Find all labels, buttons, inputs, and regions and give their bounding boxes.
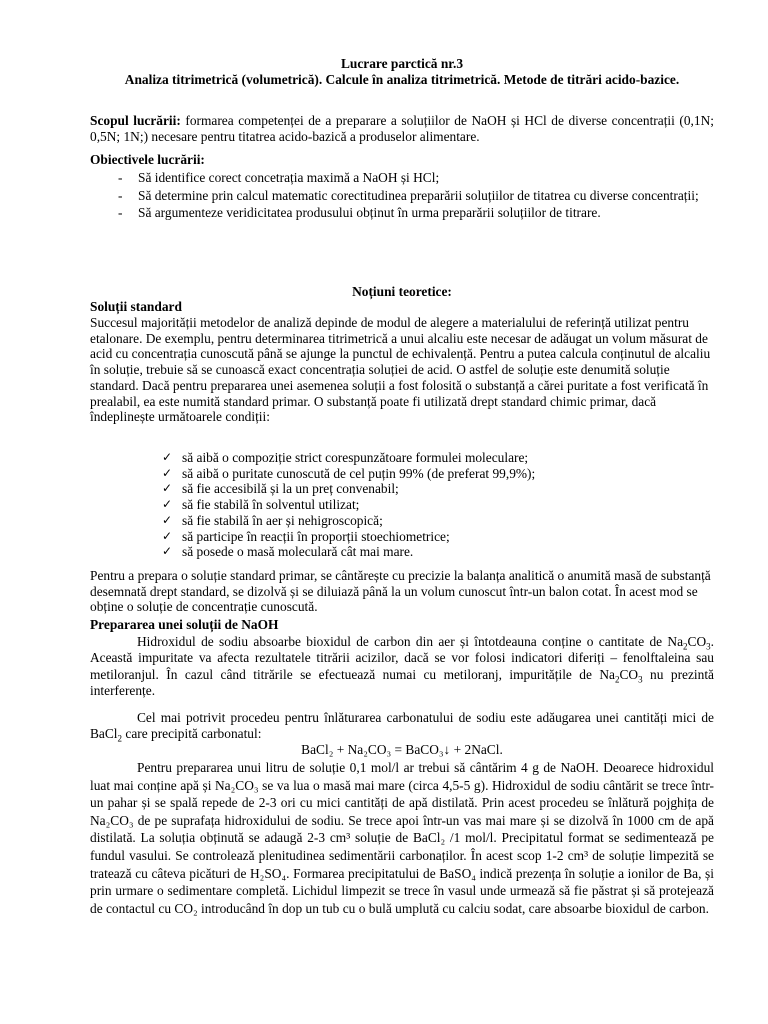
list-item: ✓ să aibă o compoziție strict corespunzătoare formulei moleculare; <box>162 450 714 466</box>
naoh-paragraph-3: Pentru prepararea unui litru de soluție 0,1 mol/l ar trebui să cântărim 4 g de NaOH. Deoarece hidroxidul luat mai conține apă și Na₂CO₃ se va lua o masă mai mare (circa 4,5-5 g). Hidroxidul de sodiu cântărit se trece într-un pahar și se spală repede de 2-3 ori cu mici cantități de apă distilată. Prin acest procedeu se înlătură pojghița de Na₂CO₃ de pe suprafața hidroxidului de sodiu. Se trece apoi într-un vas mai mare și se dizolvă în 1000 cm de apă distilată. La soluția obținută se adaugă 2-3 cm³ soluție de BaCl₂ /1 mol/l. Precipitatul format se sedimentează pe fundul vasului. Se controlează plenitudinea sedimentării carbonaților. În acest scop 1-2 cm³ de soluție limpezită se tratează cu câteva picături de H₂SO₄. Formarea precipitatului de BaSO₄ indică prezența în soluție a ionilor de Ba, și prin urmare o sedimentare completă. Lichidul limpezit se trece în vasul unde urmează să fie păstrat și să protejează de contactul cu CO₂ introducând în dop un tub cu o bulă umplută cu calciu sodat, care absoarbe bioxidul de carbon. <box>90 760 714 916</box>
objectives-list <box>118 170 714 221</box>
list-item: ✓ să fie accesibilă și la un preț convenabil; <box>162 481 714 497</box>
standard-solutions-heading: Soluții standard <box>90 299 182 314</box>
scope-text: formarea competenței de a preparare a soluțiilor de NaOH și HCl de diverse concentrații (0,1N; 0,5N; 1N;) necesare pentru titatrea acido-bazică a produselor alimentare. <box>90 113 714 144</box>
naoh-paragraph-2: Cel mai potrivit procedeu pentru înlăturarea carbonatului de sodiu este adăugarea unei cantități mici de BaCl$_2$ care precipită carbonatul: <box>90 710 714 744</box>
objectives-title: Obiectivele lucrării: <box>90 152 205 167</box>
page-title: Lucrare parctică nr.3 <box>340 56 464 71</box>
standard-solutions-paragraph: Succesul majorității metodelor de analiză depinde de modul de alegere a materialului de referință utilizat pentru etalonare. De exemplu, pentru determinarea titrimetrică a unui alcaliu este necesar de adăugat un volum măsurat de acid cu concentrația cunoscută până se ajunge la punctul de echivalență. Pentru a putea calcula conținutul de alcaliu în soluție, trebuie să se cunoască exact concentrația soluției de acid. O astfel de soluție este denumită soluție standard. Dacă pentru prepararea unei asemenea soluții a fost folosită o substanță a cărei puritate a fost verificată în prealabil, ea este numită standard primar. O substanță poate fi utilizată drept standard chimic primar, dacă îndeplinește următoarele condiții: <box>90 315 711 425</box>
naoh-heading: Prepararea unei soluții de NaOH <box>90 617 279 632</box>
list-item: - Să determine prin calcul matematic corectitudinea preparării soluțiilor de titatrea cu diverse concentrații; <box>118 188 714 204</box>
list-item: ✓ să fie stabilă în solventul utilizat; <box>162 497 714 513</box>
reaction-equation: BaCl₂ + Na₂CO₃ = BaCO₃↓ + 2NaCl. <box>301 742 503 757</box>
list-item: - Să argumenteze veridicitatea produsului obținut în urma preparării soluțiilor de titrare. <box>118 205 714 221</box>
list-item: ✓ să fie stabilă în aer și nehigroscopică; <box>162 513 714 529</box>
scope-paragraph <box>90 113 714 144</box>
naoh-paragraph-1: Hidroxidul de sodiu absoarbe bioxidul de carbon din aer și întotdeauna conține o cantitate de $Na_2CO_3$. Această impuritate va afecta rezultatele titrării acizilor, dacă se vor folosi indicatori diferiți – fenolftaleina sau metiloranjul. În cazul când titrările se efectuează numai cu metiloranj, impuritățile de $Na_2CO_3$ nu prezintă interferențe. <box>90 634 714 698</box>
list-item: ✓ să participe în reacții în proporții stoechiometrice; <box>162 529 714 545</box>
page-subtitle: Analiza titrimetrică (volumetrică). Calcule în analiza titrimetrică. Metode de titrări acido-bazice. <box>124 72 680 87</box>
list-item: - Să identifice corect concetrația maximă a NaOH și HCl; <box>118 170 714 186</box>
scope-label: Scopul lucrării: <box>90 113 181 128</box>
theory-title: Noțiuni teoretice: <box>352 284 452 299</box>
standard-solutions-paragraph-2: Pentru a prepara o soluție standard primar, se cântărește cu precizie la balanța analitică o anumită masă de substanță desemnată drept standard, se dizolvă și se diluiază până la un volum cunoscut într-un balon cotat. În acest mod se obține o soluție de concentrație cunoscută. <box>90 568 711 615</box>
list-item: ✓ să posede o masă moleculară cât mai mare. <box>162 544 714 560</box>
list-item: ✓ să aibă o puritate cunoscută de cel puțin 99% (de preferat 99,9%); <box>162 466 714 482</box>
conditions-list <box>162 450 714 560</box>
